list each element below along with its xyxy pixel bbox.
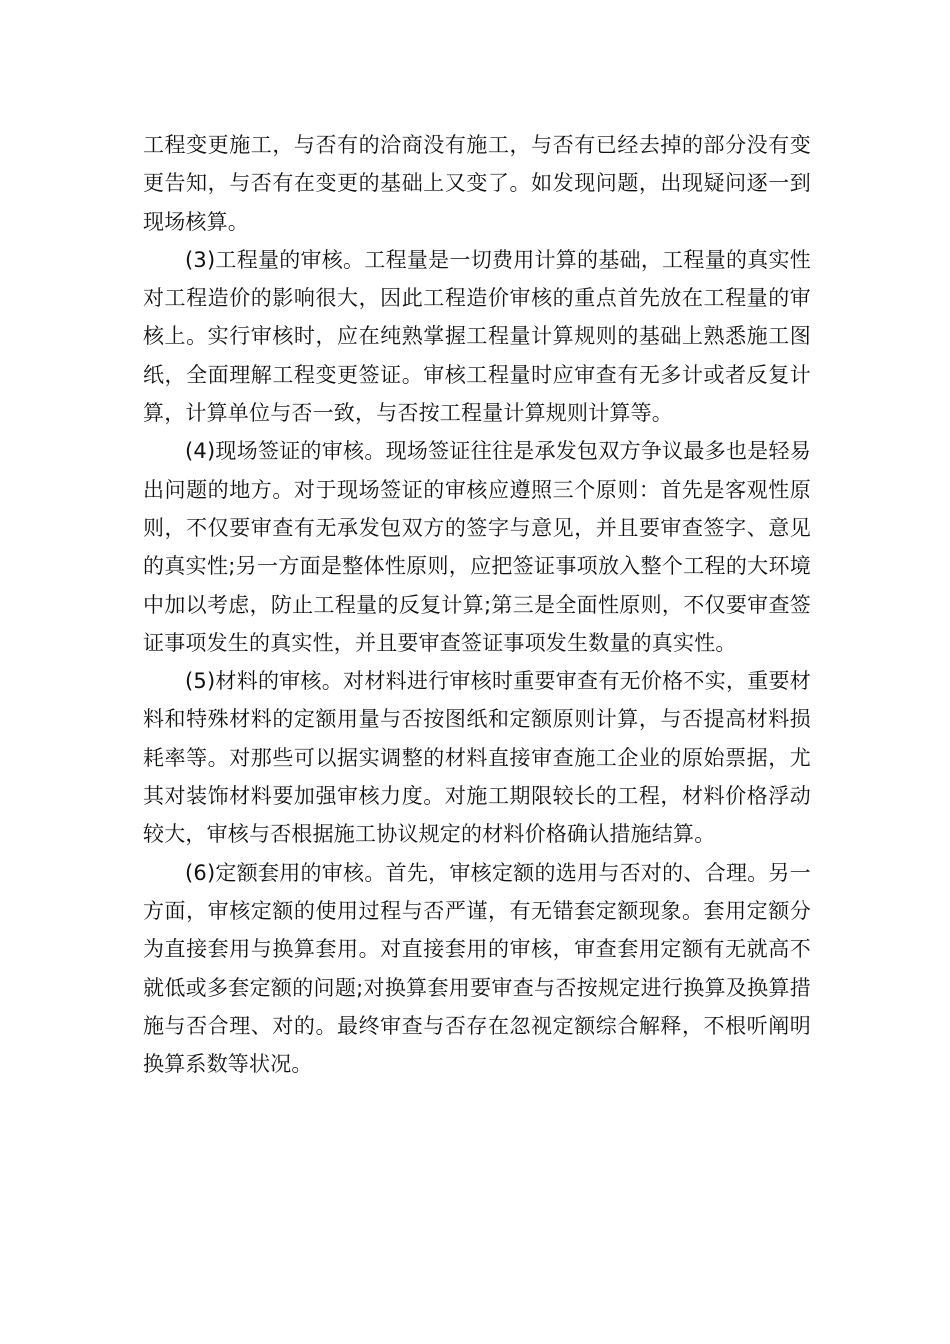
paragraph-quantity-review: (3)工程量的审核。工程量是一切费用计算的基础，工程量的真实性对工程造价的影响很大，因此工程造价审核的重点首先放在工程量的审核上。实行审核时，应在纯熟掌握工程量计算规则的基础上熟悉施工图纸，全面理解工程变更签证。审核工程量时应审查有无多计或者反复计算，计算单位与否一致，与否按工程量计算规则计算等。 (143, 247, 811, 426)
paragraph-continuation: 工程变更施工，与否有的洽商没有施工，与否有已经去掉的部分没有变更告知，与否有在变更的基础上又变了。如发现问题，出现疑问逐一到现场核算。 (143, 133, 811, 234)
paragraph-site-visa-review: (4)现场签证的审核。现场签证往往是承发包双方争议最多也是轻易出问题的地方。对于现场签证的审核应遵照三个原则：首先是客观性原则，不仅要审查有无承发包双方的签字与意见，并且要审查签字、意见的真实性;另一方面是整体性原则，应把签证事项放入整个工程的大环境中加以考虑，防止工程量的反复计算;第三是全面性原则，不仅要审查签证事项发生的真实性，并且要审查签证事项发生数量的真实性。 (143, 439, 811, 655)
document-body (143, 126, 811, 1083)
paragraph-material-review: (5)材料的审核。对材料进行审核时重要审查有无价格不实，重要材料和特殊材料的定额用量与否按图纸和定额原则计算，与否提高材料损耗率等。对那些可以据实调整的材料直接审查施工企业的原始票据，尤其对装饰材料要加强审核力度。对施工期限较长的工程，材料价格浮动较大，审核与否根据施工协议规定的材料价格确认措施结算。 (143, 669, 811, 847)
paragraph-quota-review: (6)定额套用的审核。首先，审核定额的选用与否对的、合理。另一方面，审核定额的使用过程与否严谨，有无错套定额现象。套用定额分为直接套用与换算套用。对直接套用的审核，审查套用定额有无就高不就低或多套定额的问题;对换算套用要审查与否按规定进行换算及换算措施与否合理、对的。最终审查与否存在忽视定额综合解释，不根听阐明换算系数等状况。 (143, 860, 811, 1077)
